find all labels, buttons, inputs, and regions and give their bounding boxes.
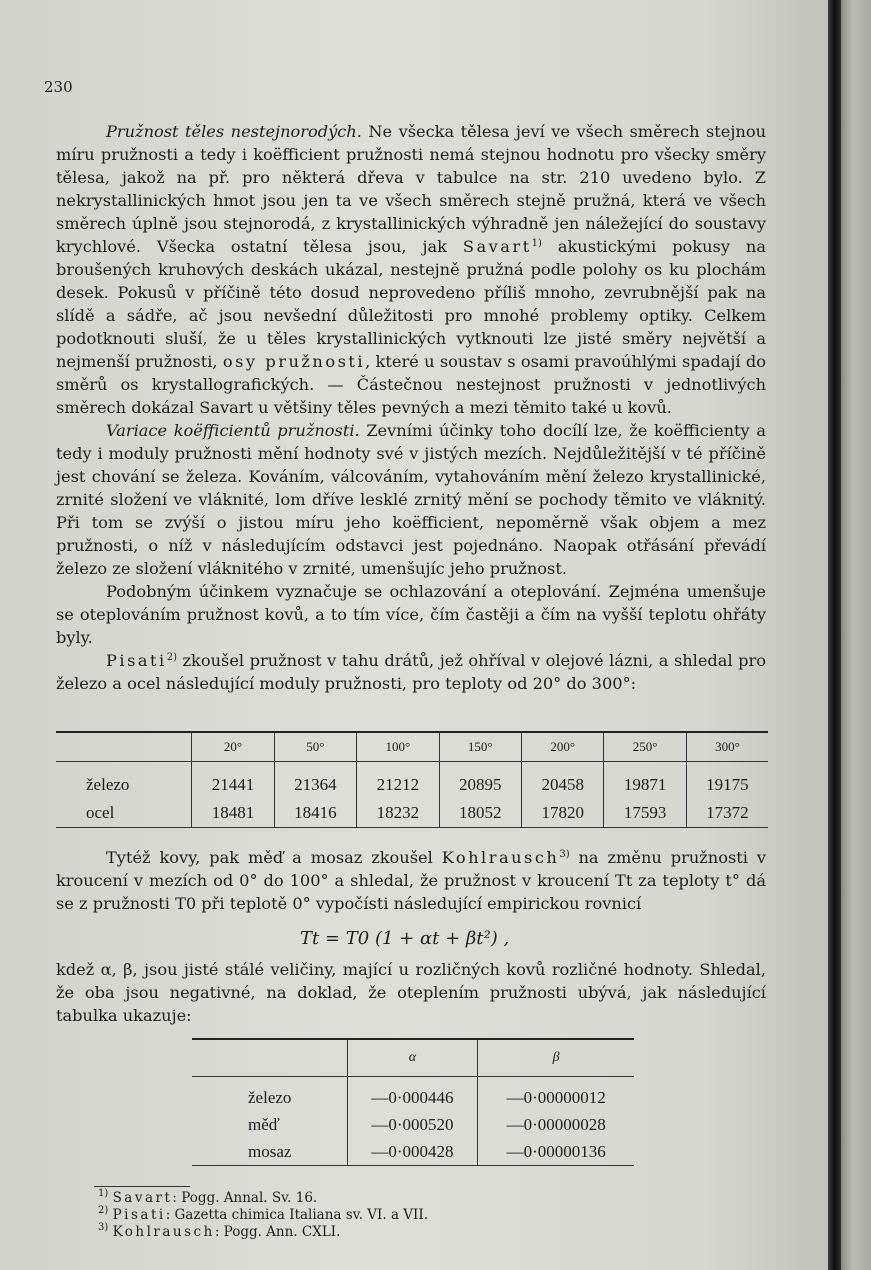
paragraph-pisati: Pisati$^{2)}$ zkoušel pružnost v tahu drátů, jež ohříval v olejové lázni, a shledal pro železo a ocel následující moduly pružnosti, pro teploty od 20° do 300°: — [56, 651, 766, 693]
page-number: 230 — [44, 78, 73, 96]
table-row: mosaz —0·000428 —0·00000136 — [192, 1138, 634, 1166]
adjacent-page-edge — [841, 0, 871, 1270]
footnote: $^{2)}$ Pisati: Gazetta chimica Italiana sv. VI. a VII. — [98, 1205, 429, 1223]
table-row: ocel 18481 18416 18232 18052 17820 17593 17372 — [56, 799, 768, 828]
table-row: měď —0·000520 —0·00000028 — [192, 1111, 634, 1138]
book-spine — [828, 0, 841, 1270]
author-name: Kohlrausch — [441, 848, 560, 867]
paragraph-variation: Variace koëfficientů pružnosti. Zevními účinky toho docílí lze, že koëfficienty a tedy i moduly pružnosti mění hodnoty své v jistých mezích. Nejdůležitější v té příčině jest chování se železa. Kováním, válcováním, vytahováním mění železo krystallinické, zrnité složení ve vláknité, lom dříve lesklé zrnitý mění se pochody těmito ve vláknitý. Při tom se zvýší o jistou míru jeho koëfficient, nepoměrně však objem a mez pružnosti, o níž v následujícím odstavci jest pojednáno. Naopak otřásání převádí železo ze složení vláknitého v zrnité, umenšujíc jeho pružnost. — [56, 421, 766, 578]
footnote: $^{1)}$ Savart: Pogg. Annal. Sv. 16. — [98, 1188, 318, 1206]
paragraph-anisotropy: Pružnost těles nestejnorodých. Ne všecka tělesa jeví ve všech směrech stejnou míru pružnosti a tedy i koëfficient pružnosti nemá stejnou hodnotu pro všecky směry tělesa, jakož na př. pro některá dřeva v tabulce na str. 210 uvedeno bylo. Z nekrystallinických hmot jsou jen ta ve všech směrech stejně pružná, která ve všech směrech úplně jsou stejnorodá, z krystallinických výhradně jen náležející do soustavy krychlové. Všecka ostatní tělesa jsou, jak Savart$^{1)}$ akustickými pokusy na broušených kruhových deskách ukázal, nestejně pružná podle polohy os ku plochám desek. Pokusů v příčině této dosud neprovedeno příliš mnoho, zevrubnější pak na slídě a sádře, ač jsou nevšední důležitosti pro mnohé problemy optiky. Celkem podotknouti sluší, že u těles krystallinických vytknouti lze jisté směry největší a nejmenší pružnosti, osy pružnosti, které u soustav s osami pravoúhlými spadají do směrů os krystallografických. — Částečnou nestejnost pružnosti v jednotlivých směrech dokázal Savart u většiny těles pevných a mezi těmito také u kovů. — [56, 122, 766, 417]
body-text — [56, 120, 766, 695]
author-name: Savart — [462, 237, 532, 256]
paragraph-kohlrausch: Tytéž kovy, pak měď a mosaz zkoušel Kohlrausch$^{3)}$ na změnu pružnosti v kroucení v mezích od 0° do 100° a shledal, že pružnost v kroucení Tt za teploty t° dá se z pružnosti T0 při teplotě 0° vypočísti následující empirickou rovnicí — [56, 848, 766, 913]
section-heading: Variace koëfficientů pružnosti. — [106, 421, 360, 440]
footnote-ref: 1) — [531, 238, 542, 249]
coefficients-table: α β železo —0·000446 —0·00000012 měď —0·000520 —0·00000028 mosaz —0·000428 —0·00000136 — [192, 1038, 634, 1166]
footnote-divider — [94, 1186, 190, 1187]
footnote: $^{3)}$ Kohlrausch: Pogg. Ann. CXLI. — [98, 1222, 341, 1240]
moduli-table: 20° 50° 100° 150° 200° 250° 300° železo 21441 21364 21212 20895 20458 19871 19175 ocel 18481 18416 18232 18052 17820 17593 17372 — [56, 731, 768, 828]
footnote-ref: 3) — [559, 849, 570, 860]
section-heading: Pružnost těles nestejnorodých. — [106, 122, 362, 141]
table-row: železo 21441 21364 21212 20895 20458 19871 19175 — [56, 762, 768, 800]
paragraph-temperature: Podobným účinkem vyznačuje se ochlazování a oteplování. Zejména umenšuje se oteplováním pružnost kovů, a to tím více, čím častěji a čím na vyšší teplotu ohřáty byly. — [56, 582, 766, 647]
footnotes — [98, 1190, 428, 1241]
formula: Tt = T0 (1 + αt + βt²) , — [300, 928, 510, 949]
table-row: železo —0·000446 —0·00000012 — [192, 1077, 634, 1112]
footnote-ref: 2) — [166, 652, 177, 663]
author-name: Pisati — [106, 651, 167, 670]
emphasis-term: osy pružnosti — [222, 352, 366, 371]
paragraph-coefficients: kdež α, β, jsou jisté stálé veličiny, mající u rozličných kovů rozličné hodnoty. Shledal, že oba jsou negativné, na doklad, že oteplením pružnosti ubývá, jak následující tabulka ukazuje: — [56, 960, 766, 1025]
